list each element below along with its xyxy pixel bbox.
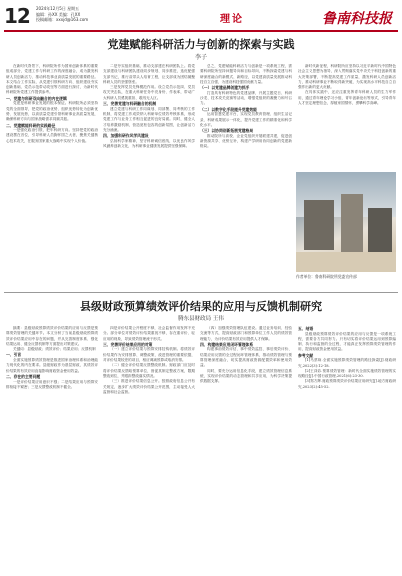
paragraph: 构建事前绩效评估、事中绩效监控、事后绩效评价、结果应用反馈的全过程闭环管理体系，推动绩效管理与预算管理深度融合，切实提高财政资源配置效率和使用效益。 (200, 347, 292, 368)
article2-column-4 (298, 326, 396, 572)
paragraph: 运用智慧党建平台，实现党员教育管理、组织生活记录、科研成果展示一体化，提升党建工作的精准化和科学化水平。 (200, 112, 292, 127)
subheading: 四、加强科研作风学风建设 (103, 133, 149, 139)
article1-title: 党建赋能科研活力与创新的探索与实践 (107, 38, 295, 51)
paragraph: 三是发挥党员先锋模范作用。设立党员示范岗、党员攻关突击队，在重大科研任务中亮身份、作表率，带动广大科研人员勇挑重担、敢闯无人区。 (103, 85, 195, 100)
paragraph: 新时代新征程，科研院所应坚持以习近平新时代中国特色社会主义思想为指导，深入贯彻落实党中央关于科技创新的重大决策部署，不断提高党建工作质量，激发科研人员创新活力，推动科研事业不断取得新突破，为实现高水平科技自立自强作出新的更大贡献。 (298, 64, 396, 90)
header-rule (4, 30, 398, 32)
page-header (4, 4, 398, 30)
date-line: 2024年12月5日 星期五 (36, 6, 80, 11)
issue-meta (36, 6, 88, 23)
editor-line: 编辑：孙XX 美编：孔XX (36, 11, 81, 17)
paragraph: 关键词：县级财政；绩效评价；结果应用；反馈机制 (13, 347, 96, 352)
paragraph: [2]王泽彩.预算绩效管理：新时代全面实施绩效管理的实现路径[J].中国行政管理,2021(6):23-30. (298, 368, 396, 379)
article1-column-1 (6, 64, 98, 288)
paragraph: 摘要：县级财政预算绩效评价结果的应用与反馈是预算绩效管理的关键环节。本文分析了当前县级财政预算绩效评价结果应用中存在的问题，并从完善制度体系、强化结果运用、健全反馈机制等方面提出对策建议。 (6, 326, 98, 346)
paragraph: 四是评价结果公开程度不够，社会监督作用发挥不充分。部分单位对绩效评价结果重视不够，存在重评价、轻应用的现象，导致绩效管理流于形式。 (103, 326, 195, 341)
masthead-logo: 鲁南科技报 (322, 11, 392, 27)
photo-building (304, 200, 334, 250)
subheading: 一、引言 (6, 352, 22, 358)
paragraph: 推动院所与高校、企业党组织开展联建共建，促进创新资源共享、优势互补，构建产学研用协同创新的党建新格局。 (200, 133, 292, 149)
paragraph: 全面实施预算绩效管理是推进国家治理体系和治理能力现代化的内在要求。县级财政作为基层财政，其绩效评价结果的有效应用直接影响财政资金使用效益。 (6, 358, 98, 373)
paragraph: 弘扬科学家精神，坚守科研诚信底线，以优良作风学风涵养创新文化，为科研事业健康发展提供坚强保障。 (103, 138, 195, 149)
subheading: 二、党建赋能科研的实践路径 (6, 122, 56, 128)
article2-column-2 (103, 326, 195, 572)
article1-column-2 (103, 64, 195, 288)
article-photo (296, 172, 396, 272)
subheading: （三）以协同创新拓展党建格局 (200, 128, 254, 134)
paragraph: 打造具有科研特色的党建品牌，开展主题党日、科研沙龙、技术攻关竞赛等活动，增强党组织的凝聚力和号召力。 (200, 90, 292, 106)
subheading: （二）以数字化手段提升党建效能 (200, 106, 257, 112)
paragraph: （一）建立评价结果与预算安排挂钩机制。将绩效评价结果作为安排预算、调整政策、改进管理的重要依据，对评价结果较差的项目，相应调减预算或取消安排。 (103, 347, 195, 363)
paragraph: 在新时代背景下，科研院所作为国家创新体系的重要组成部分，党建工作与科研工作的深度融合，成为激发科研人员创新活力、推动科技事业高质量发展的重要路径。本文结合工作实际，从党建引领科研方向、组织建设夯实创新基础、党员示范带动攻坚等方面进行探讨，为新时代科研院所党建工作提供参考。 (6, 64, 98, 95)
subheading: 四、构建结果应用闭环管理体系 (200, 341, 254, 347)
subheading: 三、完善评价结果应用的对策 (103, 341, 153, 347)
subheading: 五、结语 (298, 326, 314, 331)
paragraph: [1]马蔡琛.全面实施预算绩效管理的路径探索[J].财政研究,2022(3):12-18. (298, 358, 396, 368)
paragraph: （二）健全评价结果反馈整改机制。财政部门应及时将评价结果反馈给预算单位，督促其制定整改方案，限期整改到位，并跟踪整改落实情况。 (103, 363, 195, 378)
paragraph: [3]郑方辉.财政预算绩效评价结果应用研究[J].地方财政研究,2023(2):45-52. (298, 379, 396, 389)
article1-column-4 (298, 64, 396, 170)
paragraph: 二是夯实组织基础，推动支部建在科研团队上。将党支部建设与科研团队建设同步规划、同步推进，选优配强支部书记，推行双带头人培育工程，让支部成为团结凝聚科研人员的坚强堡垒。 (103, 64, 195, 84)
paragraph: 建立党建与科研工作同谋划、同部署、同考核的工作机制，将党建工作成效纳入科研单位绩效考核体系，形成党建工作与业务工作相互促进的良好局面。同时，健全人才培养激励机制，营造宽松包容的创新氛围，让创新活力充分涌流。 (103, 106, 195, 132)
photo-building (368, 208, 392, 252)
page-number: 12 (4, 4, 30, 28)
paragraph: 在具体实践中，还应注重发挥青年科研人员的生力军作用，通过青年理论学习小组、青年创新论坛等形式，引导青年人才坚定理想信念，厚植家国情怀，勇攀科学高峰。 (298, 90, 396, 106)
subheading: 一、党建与科研双向融合的内在逻辑 (6, 95, 67, 101)
paragraph: （三）推进评价结果信息公开。按照政府信息公开有关规定，逐步扩大绩效评价结果公开范围，主动接受人大监督和社会监督。 (103, 379, 195, 394)
references-heading: 参考文献 (298, 352, 314, 358)
paragraph: 县级财政预算绩效评价结果的应用与反馈是一项系统工程，需要各方共同努力。只有切实将评价结果运用到预算编制、执行和监督的全过程，才能真正发挥预算绩效管理的作用，提高财政资金使用效益。 (298, 331, 396, 352)
paragraph: （四）加强绩效管理队伍建设。通过业务培训、经验交流等方式，提高财政部门和预算单位工作人员的绩效管理能力，为评价结果有效应用提供人才保障。 (200, 326, 292, 341)
subheading: 二、存在的主要问题 (6, 373, 41, 379)
photo-ground (296, 252, 396, 272)
paragraph: 总之，党建赋能科研活力与创新是一项系统工程，需要科研院所坚持问题导向和目标导向，不断探索党建与科研深度融合的新模式、新路径，以党建高质量发展推动科技自立自强，为建设科技强国贡献力量。 (200, 64, 292, 84)
article2-title: 县级财政预算绩效评价结果的应用与反馈机制研究 (80, 300, 322, 313)
subheading: 三、完善党建与科研融合的机制 (103, 101, 157, 107)
article2-author: 腾东县财政局 王伟 (178, 316, 224, 322)
paragraph: 一是评价结果应用意识不强；二是结果应用与预算安排衔接不紧密；三是反馈整改机制不健全。 (6, 379, 98, 389)
article2-column-1 (6, 326, 98, 572)
email-line: 投稿邮箱：xxxjd@163.com (36, 17, 89, 22)
paragraph: 一是强化政治引领，把牢科研方向。坚持把党的政治建设摆在首位，引导科研人员胸怀国之大者，聚焦关键核心技术攻关，在服务国家重大战略中实现个人价值。 (6, 128, 98, 143)
photo-building (341, 194, 363, 252)
section-title: 理论 (220, 14, 244, 25)
paragraph: 党建是科研事业发展的根本保证。科研院所必须坚持党的全面领导，把党的政治优势、组织优势转化为创新优势、发展优势，以高质量党建引领科研事业高质量发展，确保科研方向与国家战略需求同频共振。 (6, 101, 98, 122)
paragraph: 同时，要充分运用信息化手段，建立绩效管理信息系统，实现评价结果的动态管理和共享应用，为科学决策提供数据支撑。 (200, 368, 292, 384)
article1-author: 李子 (194, 54, 207, 61)
subheading: （一）以党建品牌创建为抓手 (200, 85, 250, 91)
article1-column-3 (200, 64, 292, 288)
photo-caption: 作者单位：鲁南科研院所党委宣传部 (296, 274, 357, 279)
article-separator (4, 292, 398, 293)
article2-column-3 (200, 326, 292, 572)
